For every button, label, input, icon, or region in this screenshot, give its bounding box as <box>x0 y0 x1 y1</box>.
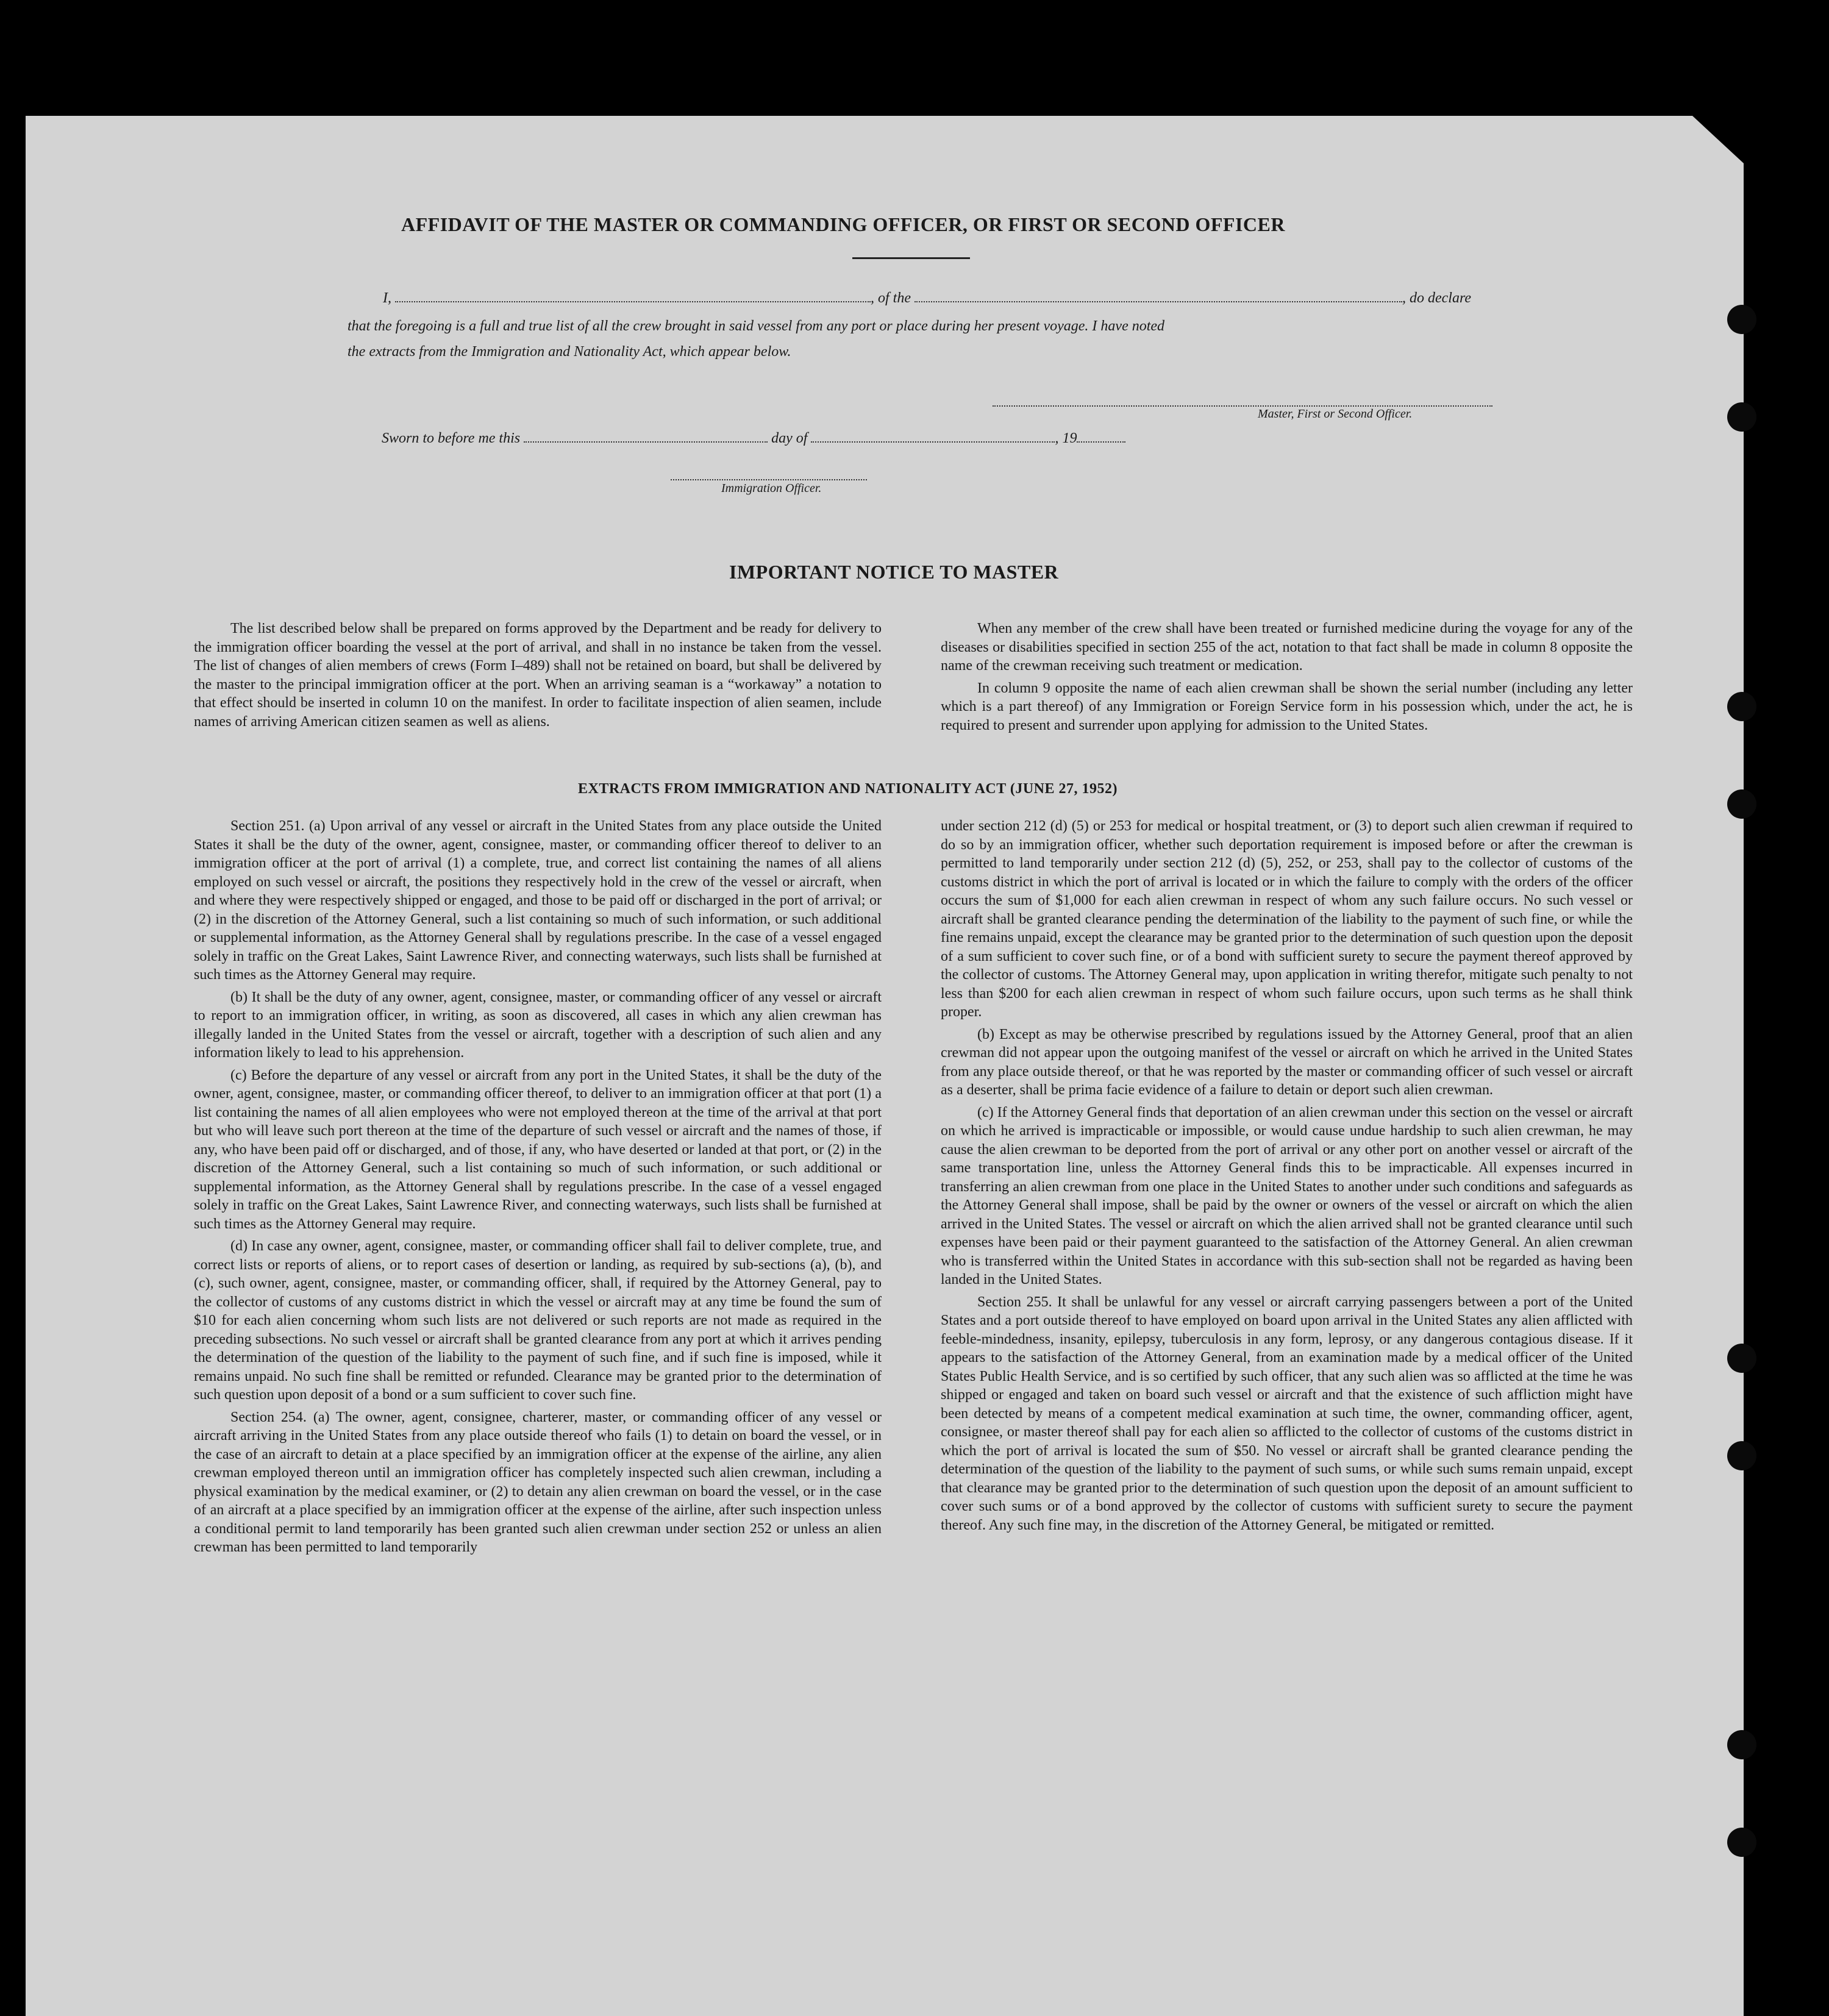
notice-left-column <box>194 619 882 735</box>
vessel-field[interactable] <box>914 290 1402 302</box>
punch-hole <box>1727 1441 1756 1470</box>
master-signature-line[interactable] <box>993 405 1492 407</box>
declaration-of-the: , of the <box>871 290 911 306</box>
extracts-right-column <box>941 817 1633 1538</box>
extract-paragraph: (b) Except as may be otherwise prescribed by regulations issued by the Attorney General, proof that an alien crewman did not appear upon the outgoing manifest of the vessel or aircraft on which he arrived in the United States from any place outside thereof, or that he was reported by the master or commanding officer of such vessel or aircraft as a deserter, shall be prima facie evidence of a failure to detain or deport such alien crewman. <box>941 1026 1633 1098</box>
sworn-line <box>382 430 1125 447</box>
punch-hole <box>1727 789 1756 819</box>
title-divider <box>852 257 970 259</box>
notice-right-column <box>941 619 1633 738</box>
extract-paragraph: Section 251. (a) Upon arrival of any vessel or aircraft in the United States from any place outside the United States it shall be the duty of the owner, agent, consignee, master, or commanding officer thereof to deliver to an immigration officer at the port of arrival (1) a complete, true, and correct list containing the names of all aliens employed on such vessel or aircraft, the positions they respectively hold in the crew of the vessel or aircraft, when and where they were respectively shipped or engaged, and those to be paid off or discharged in the port of arrival; or (2) in the discretion of the Attorney General, such a list containing so much of such information, or such additional or supplemental information, as the Attorney General shall by regulations prescribe. In the case of a vessel engaged solely in traffic on the Great Lakes, Saint Lawrence River, and connecting waterways, such lists shall be furnished at such times as the Attorney General may require. <box>194 818 882 983</box>
day-of-text: day of <box>771 430 808 446</box>
extract-paragraph: Section 254. (a) The owner, agent, consignee, charterer, master, or commanding officer of any vessel or aircraft arriving in the United States from any place outside thereof who fails (1) to detain on board the vessel, or in the case of an aircraft to detain at a place specified by an immigration officer at the expense of the airline, any alien crewman employed thereon until an immigration officer has completely inspected such alien crewman, including a physical examination by the medical examiner, or (2) to detain any alien crewman on board the vessel, or in the case of an aircraft at a place specified by an immigration officer at the expense of the airline, after such inspection unless a conditional permit to land temporarily has been granted such alien crewman under section 252 or unless an alien crewman has been permitted to land temporarily <box>194 1409 882 1555</box>
declaration-i: I, <box>383 290 391 306</box>
punch-hole <box>1727 402 1756 432</box>
declaration-line <box>383 290 1471 307</box>
notice-right-paragraph-2: In column 9 opposite the name of each alien crewman shall be shown the serial number (including any letter which is a part thereof) of any Immigration or Foreign Service form in his possession which, under the act, he is required to present and surrender upon applying for admission to the United States. <box>941 680 1633 733</box>
notice-left-paragraph: The list described below shall be prepared on forms approved by the Department and be ready for delivery to the immigration officer boarding the vessel at the port of arrival, and shall in no instance be taken from the vessel. The list of changes of alien members of crews (Form I–489) shall not be retained on board, but shall be delivered by the master to the principal immigration officer at the port. When an arriving seaman is a “workaway” a notation to that effect should be inserted in column 10 on the manifest. In order to facilitate inspection of alien seamen, include names of arriving American citizen seamen as well as aliens. <box>194 621 882 730</box>
affidavit-title: AFFIDAVIT OF THE MASTER OR COMMANDING OFFICER, OR FIRST OR SECOND OFFICER <box>401 213 1285 235</box>
punch-hole <box>1727 305 1756 334</box>
punch-hole <box>1727 1730 1756 1759</box>
declaration-text-3: the extracts from the Immigration and Nationality Act, which appear below. <box>348 344 791 360</box>
sworn-text: Sworn to before me this <box>382 430 521 446</box>
sworn-month-field[interactable] <box>811 430 1055 443</box>
punch-hole <box>1727 692 1756 721</box>
sworn-year-field[interactable] <box>1077 430 1125 443</box>
sworn-day-field[interactable] <box>524 430 768 443</box>
name-field[interactable] <box>395 290 871 302</box>
officer-caption: Immigration Officer. <box>721 482 822 495</box>
master-caption: Master, First or Second Officer. <box>1258 407 1413 421</box>
extract-paragraph: Section 255. It shall be unlawful for any vessel or aircraft carrying passengers between a port of the United States and a port outside thereof to have employed on board upon arrival in the United States any alien afflicted with feeble-mindedness, insanity, epilepsy, tuberculosis in any form, leprosy, or any dangerous contagious disease. If it appears to the satisfaction of the Attorney General, from an examination made by a medical officer of the United States Public Health Service, and is so certified by such officer, that any such alien was so afflicted at the time he was shipped or engaged and taken on board such vessel or aircraft and that the existence of such affliction might have been detected by means of a competent medical examination at such time, the owner, commanding officer, agent, consignee, or master thereof shall pay for each alien so afflicted to the collector of customs of the customs district in which the port of arrival is located the sum of $50. No vessel or aircraft shall be granted clearance pending the determination of the question of the liability to the payment of such sums, or while such sums remain unpaid, except that clearance may be granted prior to the determination of such question upon the deposit of an amount sufficient to cover such sums or of a bond approved by the collector of customs with sufficient surety to secure the payment thereof. Any such fine may, in the discretion of the Attorney General, be mitigated or remitted. <box>941 1294 1633 1533</box>
extract-paragraph: (d) In case any owner, agent, consignee, master, or commanding officer shall fail to deliver complete, true, and correct lists or reports of aliens, or to report cases of desertion or landing, as required by sub-sections (a), (b), and (c), such owner, agent, consignee, master, or commanding officer, shall, if required by the Attorney General, pay to the collector of customs of any customs district in which the vessel or aircraft may at any time be found the sum of $10 for each alien concerning whom such lists are not delivered or such reports are not made as required in the preceding subsections. No such vessel or aircraft shall be granted clearance from any port at which it arrives pending the determination of the question of the liability to the payment of such fine, and if such fine is imposed, while it remains unpaid. No such fine shall be remitted or refunded. Clearance may be granted prior to the determination of such question upon deposit of a bond or a sum sufficient to cover such fine. <box>194 1238 882 1403</box>
year-text: , 19 <box>1055 430 1077 446</box>
extract-paragraph: under section 212 (d) (5) or 253 for medical or hospital treatment, or (3) to deport such alien crewman if required to do so by an immigration officer, whether such deportation requirement is imposed before or after the crewman is permitted to land temporarily under section 212 (d) (5), 252, or 253, shall pay to the collector of customs of the customs district in which the port of arrival is located or in which the failure to comply with the orders of the officer occurs the sum of $1,000 for each alien crewman in respect of whom any such failure occurs. No such vessel or aircraft shall be granted clearance pending the determination of the liability to the payment of such fine, or while the fine remains unpaid, except the clearance may be granted prior to the determination of such question upon the deposit of a sum sufficient to cover such fine, or of a bond with sufficient surety to secure the payment thereof approved by the collector of customs. The Attorney General may, upon application in writing therefor, mitigate such penalty to not less than $200 for each alien crewman in respect of whom such failure occurs, upon such terms as he shall think proper. <box>941 818 1633 1020</box>
extracts-title: EXTRACTS FROM IMMIGRATION AND NATIONALITY ACT (JUNE 27, 1952) <box>578 781 1118 797</box>
extract-paragraph: (c) Before the departure of any vessel or aircraft from any port in the United States, it shall be the duty of the owner, agent, consignee, master, or commanding officer thereof, to deliver to an immigration officer at that port (1) a list containing the names of all alien employees who were not employed thereon at the time of the arrival at that port but who will leave such port thereon at the time of the departure of such vessel or aircraft and the names of those, if any, who have been paid off or discharged, and of those, if any, who have deserted or landed at that port, or (2) in the discretion of the Attorney General, such a list containing so much of such information, or such additional or supplemental information, as the Attorney General shall by regulations prescribe. In the case of a vessel engaged solely in traffic on the Great Lakes, Saint Lawrence River, and connecting waterways, such lists shall be furnished at such times as the Attorney General may require. <box>194 1067 882 1232</box>
notice-right-paragraph-1: When any member of the crew shall have been treated or furnished medicine during the voyage for any of the diseases or disabilities specified in section 255 of the act, notation to that fact shall be made in column 8 opposite the name of the crewman receiving such treatment or medication. <box>941 621 1633 674</box>
page-edge-tab <box>1670 116 1744 2016</box>
notice-title: IMPORTANT NOTICE TO MASTER <box>729 561 1059 583</box>
immigration-officer-line[interactable] <box>671 479 867 480</box>
punch-hole <box>1727 1828 1756 1857</box>
declaration-do-declare: , do declare <box>1402 290 1472 306</box>
declaration-text-2: that the foregoing is a full and true list of all the crew brought in said vessel from any port or place during her present voyage. I have noted <box>348 318 1165 334</box>
extracts-left-column <box>194 817 882 1561</box>
punch-hole <box>1727 1344 1756 1373</box>
extract-paragraph: (b) It shall be the duty of any owner, agent, consignee, master, or commanding officer of any vessel or aircraft to report to an immigration officer, in writing, as soon as discovered, all cases in which any alien crewman has illegally landed in the United States from the vessel or aircraft, together with a description of such alien and any information likely to lead to his apprehension. <box>194 989 882 1061</box>
extract-paragraph: (c) If the Attorney General finds that deportation of an alien crewman under this section on the vessel or aircraft on which he arrived is impracticable or impossible, or would cause undue hardship to such alien crewman, he may cause the alien crewman to be deported from the port of arrival or any other port on another vessel or aircraft of the same transportation line, unless the Attorney General finds this to be impracticable. All expenses incurred in transferring an alien crewman from one place in the United States to another under such conditions and safeguards as the Attorney General shall impose, shall be paid by the owner or owners of the vessel or aircraft on which the alien arrived in the United States. The vessel or aircraft on which the alien arrived shall not be granted clearance until such expenses have been paid or their payment guaranteed to the satisfaction of the Attorney General. An alien crewman who is transferred within the United States in accordance with this sub-section shall not be regarded as having been landed in the United States. <box>941 1104 1633 1288</box>
